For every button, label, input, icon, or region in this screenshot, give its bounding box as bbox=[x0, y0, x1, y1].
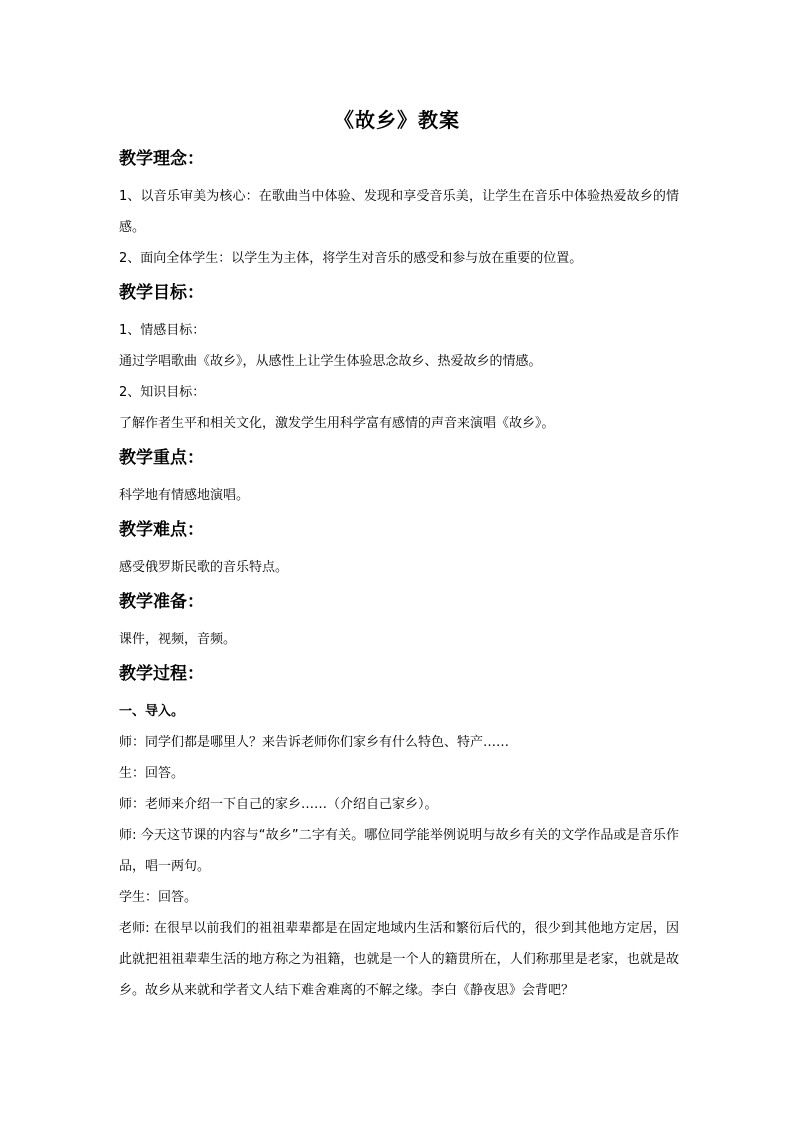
paragraph: 1、情感目标： bbox=[119, 323, 206, 338]
paragraph: 感受俄罗斯民歌的音乐特点。 bbox=[119, 560, 289, 575]
section-heading-teaching-goals: 教学目标： bbox=[119, 283, 204, 303]
paragraph: 师：老师来介绍一下自己的家乡……（介绍自己家乡）。 bbox=[119, 797, 438, 812]
paragraph: 课件，视频，音频。 bbox=[119, 632, 237, 647]
section-heading-teaching-philosophy: 教学理念： bbox=[119, 149, 204, 169]
paragraph: 生：回答。 bbox=[119, 766, 185, 781]
section-heading-key-points: 教学重点： bbox=[119, 448, 204, 468]
paragraph: 了解作者生平和相关文化，激发学生用科学富有感情的声音来演唱《故乡》。 bbox=[119, 416, 555, 431]
document-body bbox=[119, 146, 679, 1006]
paragraph: 科学地有情感地演唱。 bbox=[119, 488, 250, 503]
section-heading-preparation: 教学准备： bbox=[119, 592, 204, 612]
paragraph: 2、知识目标： bbox=[119, 385, 206, 400]
section-heading-difficulties: 教学难点： bbox=[119, 520, 204, 540]
paragraph: 通过学唱歌曲《故乡》，从感性上让学生体验思念故乡、热爱故乡的情感。 bbox=[119, 354, 542, 369]
subsection-heading-introduction: 一、导入。 bbox=[119, 704, 185, 719]
document-title: 《故乡》教案 bbox=[334, 108, 460, 132]
paragraph: 老师: 在很早以前我们的祖祖辈辈都是在固定地域内生活和繁衍后代的，很少到其他地方定居，因此就把祖祖辈辈生活的地方称之为祖籍，也就是一个人的籍贯所在，人们称那里是老家，也就是故乡。故乡从来就和学者文人结下难舍难离的不解之缘。李白《静夜思》会背吧？ bbox=[119, 921, 679, 998]
paragraph: 1、以音乐审美为核心：在歌曲当中体验、发现和享受音乐美，让学生在音乐中体验热爱故乡的情感。 bbox=[119, 189, 679, 235]
paragraph: 2、面向全体学生：以学生为主体，将学生对音乐的感受和参与放在重要的位置。 bbox=[119, 251, 583, 266]
paragraph: 学生：回答。 bbox=[119, 890, 198, 905]
paragraph: 师: 今天这节课的内容与“故乡”二字有关。哪位同学能举例说明与故乡有关的文学作品或是音乐作品，唱一两句。 bbox=[119, 828, 679, 874]
paragraph: 师：同学们都是哪里人？来告诉老师你们家乡有什么特色、特产…… bbox=[119, 735, 510, 750]
section-heading-process: 教学过程： bbox=[119, 664, 204, 684]
